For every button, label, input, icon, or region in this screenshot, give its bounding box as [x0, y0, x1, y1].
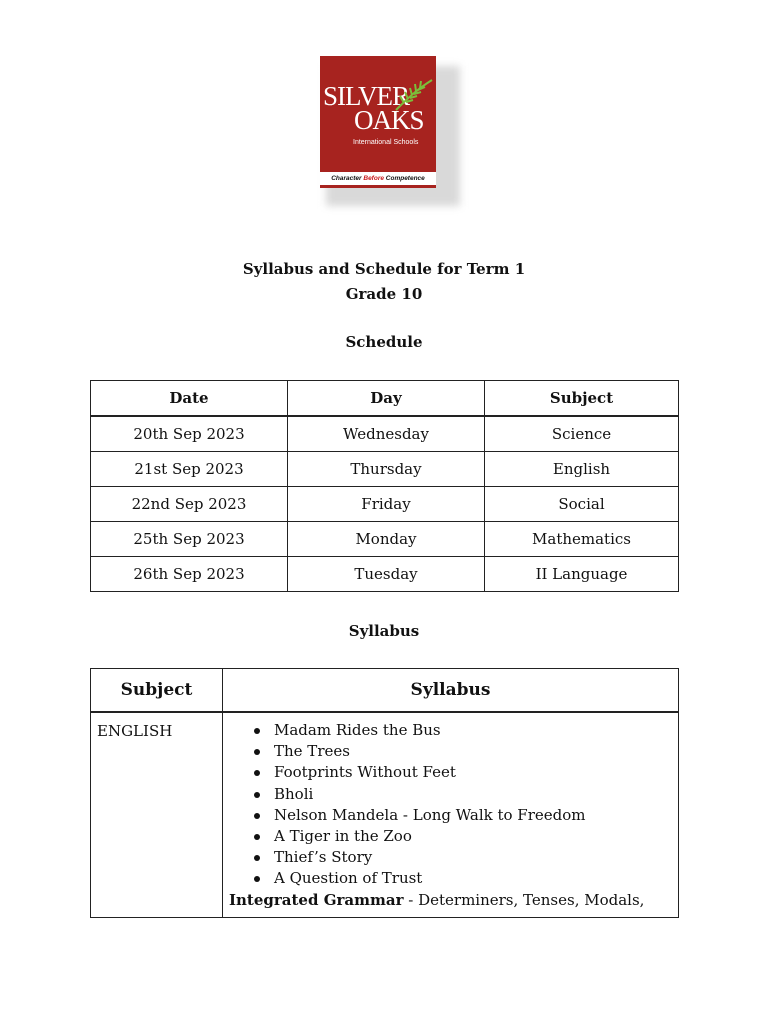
logo-brand-line1: SILVER: [323, 81, 410, 111]
logo-tagline: [320, 172, 436, 185]
school-logo: [320, 56, 454, 206]
list-item: A Question of Trust: [274, 868, 672, 889]
grammar-label: Integrated Grammar: [229, 890, 404, 909]
schedule-day: Thursday: [288, 452, 485, 487]
syllabus-content: [223, 712, 679, 917]
schedule-col-date: Date: [91, 381, 288, 417]
table-row: [91, 452, 679, 487]
schedule-header-row: [91, 381, 679, 417]
table-row: [91, 487, 679, 522]
list-item: A Tiger in the Zoo: [274, 826, 672, 847]
schedule-date: 25th Sep 2023: [91, 522, 288, 557]
logo-badge: [320, 56, 436, 188]
list-item: Madam Rides the Bus: [274, 720, 672, 741]
schedule-subject: Social: [485, 487, 679, 522]
tagline-word-2: Before: [363, 175, 384, 182]
schedule-date: 21st Sep 2023: [91, 452, 288, 487]
schedule-date: 22nd Sep 2023: [91, 487, 288, 522]
tagline-word-3: Competence: [385, 175, 425, 182]
list-item: Bholi: [274, 784, 672, 805]
grammar-line: [229, 890, 672, 911]
syllabus-col-subject: Subject: [91, 669, 223, 713]
schedule-subject: II Language: [485, 557, 679, 592]
schedule-day: Friday: [288, 487, 485, 522]
list-item: Footprints Without Feet: [274, 762, 672, 783]
syllabus-topic-list: [229, 720, 672, 890]
syllabus-col-syllabus: Syllabus: [223, 669, 679, 713]
schedule-day: Monday: [288, 522, 485, 557]
grade-title: Grade 10: [345, 285, 423, 303]
schedule-subject: Science: [485, 416, 679, 452]
schedule-table: [90, 380, 679, 592]
schedule-date: 26th Sep 2023: [91, 557, 288, 592]
list-item: Thief’s Story: [274, 847, 672, 868]
table-row: [91, 416, 679, 452]
table-row: [91, 557, 679, 592]
syllabus-heading: Syllabus: [348, 622, 420, 640]
list-item: The Trees: [274, 741, 672, 762]
tagline-word-1: Character: [331, 175, 362, 182]
table-row: [91, 522, 679, 557]
syllabus-subject: ENGLISH: [91, 712, 223, 917]
schedule-col-subject: Subject: [485, 381, 679, 417]
syllabus-header-row: [91, 669, 679, 713]
schedule-day: Wednesday: [288, 416, 485, 452]
list-item: Nelson Mandela - Long Walk to Freedom: [274, 805, 672, 826]
schedule-day: Tuesday: [288, 557, 485, 592]
schedule-date: 20th Sep 2023: [91, 416, 288, 452]
grammar-text: - Determiners, Tenses, Modals,: [403, 890, 645, 909]
schedule-col-day: Day: [288, 381, 485, 417]
logo-brand-line2: OAKS: [354, 105, 424, 135]
schedule-subject: Mathematics: [485, 522, 679, 557]
logo-subtitle: International Schools: [353, 139, 419, 146]
schedule-subject: English: [485, 452, 679, 487]
schedule-heading: Schedule: [345, 333, 423, 351]
table-row: [91, 712, 679, 917]
document-title: Syllabus and Schedule for Term 1: [242, 260, 526, 278]
syllabus-table: [90, 668, 679, 918]
